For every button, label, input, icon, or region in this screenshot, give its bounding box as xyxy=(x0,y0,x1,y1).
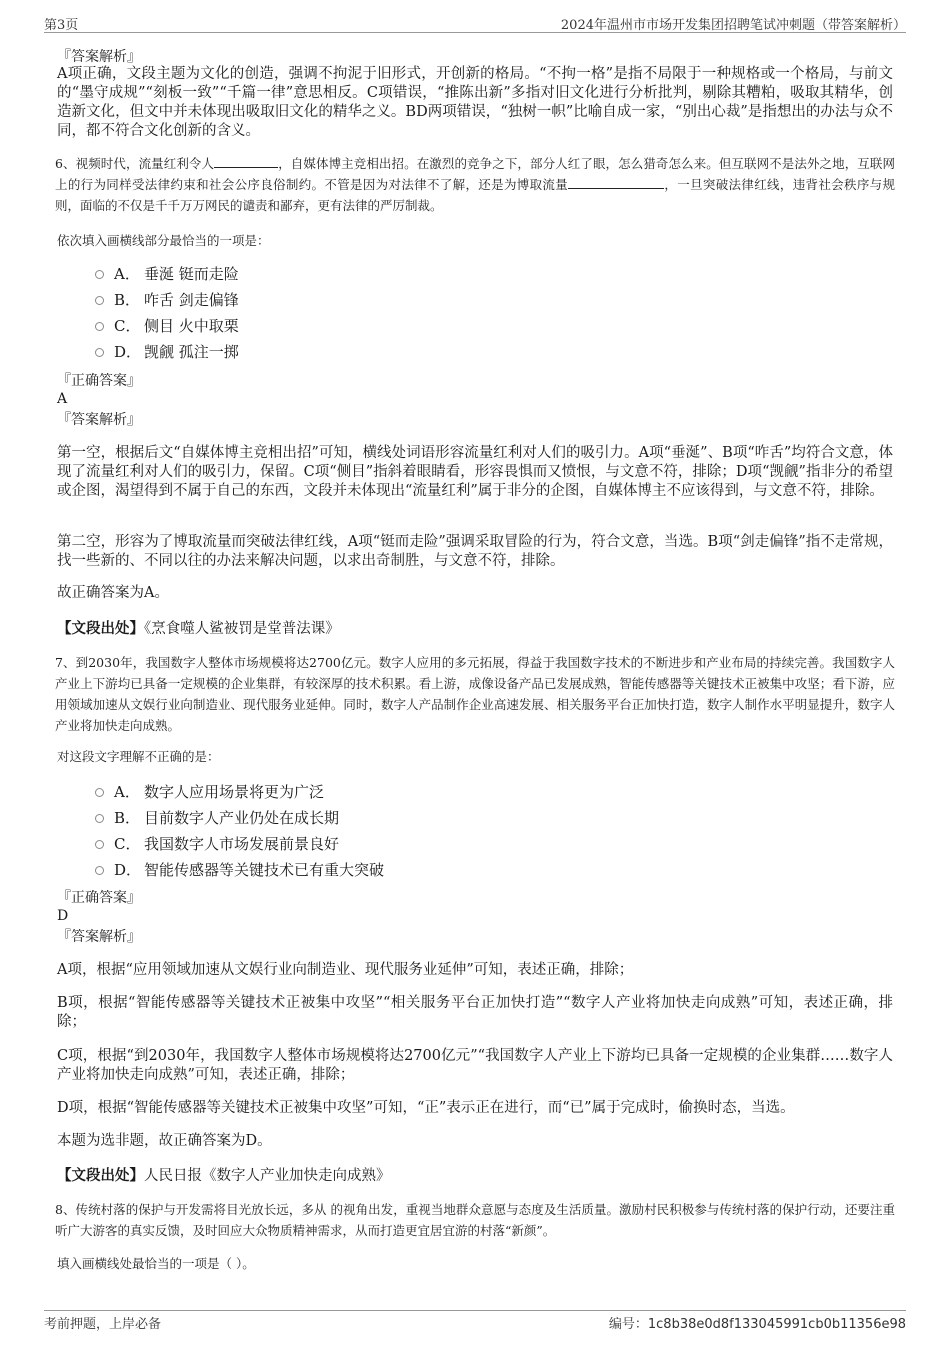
option-letter: B． xyxy=(114,291,141,309)
option-d[interactable] xyxy=(95,339,239,365)
radio-icon[interactable] xyxy=(95,814,104,823)
page-header xyxy=(44,10,906,33)
option-b[interactable] xyxy=(95,805,384,831)
analysis-paragraph: D项，根据“智能传感器等关键技术正被集中攻坚”可知，“正”表示正在进行，而“已”属于完成时，偷换时态，当选。 xyxy=(57,1100,795,1116)
source-title: 《烹食噬人鲨被罚是堂普法课》 xyxy=(144,621,340,637)
correct-answer: D xyxy=(57,908,69,924)
analysis-paragraph: 第二空，形容为了博取流量而突破法律红线，A项“铤而走险”强调采取冒险的行为，符合文意，当选。B项“剑走偏锋”指不走常规，找一些新的、不同以往的办法来解决问题，以求出奇制胜，与文意不符，排除。 xyxy=(57,534,893,569)
radio-icon[interactable] xyxy=(95,296,104,305)
conclusion: 故正确答案为A。 xyxy=(57,585,169,601)
source-citation xyxy=(57,619,893,639)
correct-answer-label: 『正确答案』 xyxy=(57,373,141,389)
question-6-prompt: 依次填入画横线部分最恰当的一项是： xyxy=(57,233,270,248)
question-6-stem-part1: 6、视频时代，流量红利令人 xyxy=(55,156,215,171)
analysis-text: A项正确，文段主题为文化的创造，强调不拘泥于旧形式，开创新的格局。“不拘一格”是指不局限于一种规格或一个格局，与前文的“墨守成规”“刻板一致”“千篇一律”意思相反。C项错误，“推陈出新”多指对旧文化进行分析批判，剔除其糟粕，吸取其精华，创造新文化，但文中并未体现出吸取旧文化的精华之义。BD两项错误，“独树一帜”比喻自成一家，“别出心裁”是指想出的办法与众不同，都不符合文化创新的含义。 xyxy=(57,66,893,139)
question-6-options xyxy=(95,261,239,365)
option-letter: A． xyxy=(114,783,140,801)
analysis-label: 『答案解析』 xyxy=(57,412,141,428)
question-7-stem: 7、到2030年，我国数字人整体市场规模将达2700亿元。数字人应用的多元拓展，得益于我国数字技术的不断进步和产业布局的持续完善。我国数字人产业上下游均已具备一定规模的企业集群，有较深厚的技术积累。看上游，成像设备产品已发展成熟，智能传感器等关键技术正被集中攻坚；看下游，应用领域加速从文娱行业向制造业、现代服务业延伸。同时，数字人产品制作企业高速发展、相关服务平台正加快打造，数字人制作水平明显提升，数字人产业将加快走向成熟。 xyxy=(55,655,895,733)
footer-slogan: 考前押题，上岸必备 xyxy=(44,1317,162,1332)
analysis-paragraph: A项，根据“应用领域加速从文娱行业向制造业、现代服务业延伸”可知，表述正确，排除； xyxy=(57,962,634,978)
radio-icon[interactable] xyxy=(95,322,104,331)
source-tag: 【文段出处】 xyxy=(57,620,144,637)
question-7-prompt: 对这段文字理解不正确的是： xyxy=(57,749,220,764)
question-7-options xyxy=(95,779,384,883)
option-text: 侧目 火中取栗 xyxy=(144,317,239,335)
option-text: 数字人应用场景将更为广泛 xyxy=(144,783,325,801)
option-a[interactable] xyxy=(95,261,239,287)
document-title: 2024年温州市市场开发集团招聘笔试冲刺题（带答案解析） xyxy=(560,18,906,33)
option-b[interactable] xyxy=(95,287,239,313)
radio-icon[interactable] xyxy=(95,840,104,849)
option-text: 目前数字人产业仍处在成长期 xyxy=(144,809,340,827)
source-title: 人民日报《数字人产业加快走向成熟》 xyxy=(144,1168,391,1184)
option-c[interactable] xyxy=(95,831,384,857)
option-d[interactable] xyxy=(95,857,384,883)
radio-icon[interactable] xyxy=(95,866,104,875)
question-8-prompt: 填入画横线处最恰当的一项是（ ）。 xyxy=(57,1256,255,1271)
option-letter: D． xyxy=(114,343,142,361)
option-text: 垂涎 铤而走险 xyxy=(144,265,239,283)
question-6-stem-part3: ，一旦突破法律红线，违背社会秩序与规则，面临的不仅是千千万万网民的谴责和鄙弃，更有法律的严厉制裁。 xyxy=(55,177,895,213)
option-text: 智能传感器等关键技术已有重大突破 xyxy=(144,861,385,879)
blank-line xyxy=(214,155,278,168)
analysis-paragraph: C项，根据“到2030年，我国数字人整体市场规模将达2700亿元”“我国数字人产业上下游均已具备一定规模的企业集群……数字人产业将加快走向成熟”可知，表述正确，排除； xyxy=(57,1048,893,1083)
question-8-stem: 8、传统村落的保护与开发需将目光放长远，多从 的视角出发，重视当地群众意愿与态度及生活质量。激励村民积极参与传统村落的保护行动，还要注重听广大游客的真实反馈，及时回应大众物质精神需求，从而打造更宜居宜游的村落“新颜”。 xyxy=(55,1202,895,1238)
page-number: 第3页 xyxy=(44,18,79,33)
analysis-paragraph: 第一空，根据后文“自媒体博主竞相出招”可知，横线处词语形容流量红利对人们的吸引力。A项“垂涎”、B项“咋舌”均符合文意，体现了流量红利对人们的吸引力，保留。C项“侧目”指斜着眼睛看，形容畏惧而又愤恨，与文意不符，排除；D项“觊觎”指非分的希望或企图，渴望得到不属于自己的东西，文段并未体现出“流量红利”属于非分的企图，自媒体博主不应该得到，与文意不符，排除。 xyxy=(57,445,893,499)
radio-icon[interactable] xyxy=(95,788,104,797)
question-6-stem xyxy=(55,153,895,216)
radio-icon[interactable] xyxy=(95,348,104,357)
correct-answer-label: 『正确答案』 xyxy=(57,890,141,906)
header-divider xyxy=(44,32,906,33)
question-6-stem-part2: ，自媒体博主竞相出招。在激烈的竞争之下，部分人红了眼，怎么猎奇怎么来。但互联网不是法外之地，互联网上的行为同样受法律约束和社会公序良俗制约。不管是因为对法律不了解，还是为博取流量 xyxy=(55,156,895,192)
footer-divider xyxy=(44,1310,906,1311)
option-letter: C． xyxy=(114,317,141,335)
conclusion: 本题为选非题，故正确答案为D。 xyxy=(57,1133,272,1149)
option-a[interactable] xyxy=(95,779,384,805)
analysis-label: 『答案解析』 xyxy=(57,929,141,945)
source-citation xyxy=(57,1166,893,1186)
analysis-paragraph: B项，根据“智能传感器等关键技术正被集中攻坚”“相关服务平台正加快打造”“数字人产业将加快走向成熟”可知，表述正确，排除； xyxy=(57,995,893,1030)
correct-answer: A xyxy=(57,391,68,407)
option-letter: A． xyxy=(114,265,140,283)
analysis-label: 『答案解析』 xyxy=(57,49,141,65)
option-letter: B． xyxy=(114,809,141,827)
option-text: 觊觎 孤注一掷 xyxy=(144,343,239,361)
option-letter: D． xyxy=(114,861,142,879)
document-code: 编号：1c8b38e0d8f133045991cb0b11356e98 xyxy=(608,1317,906,1332)
option-text: 我国数字人市场发展前景良好 xyxy=(144,835,340,853)
option-letter: C． xyxy=(114,835,141,853)
option-text: 咋舌 剑走偏锋 xyxy=(144,291,239,309)
source-tag: 【文段出处】 xyxy=(57,1167,144,1184)
radio-icon[interactable] xyxy=(95,270,104,279)
blank-line xyxy=(568,176,664,189)
option-c[interactable] xyxy=(95,313,239,339)
